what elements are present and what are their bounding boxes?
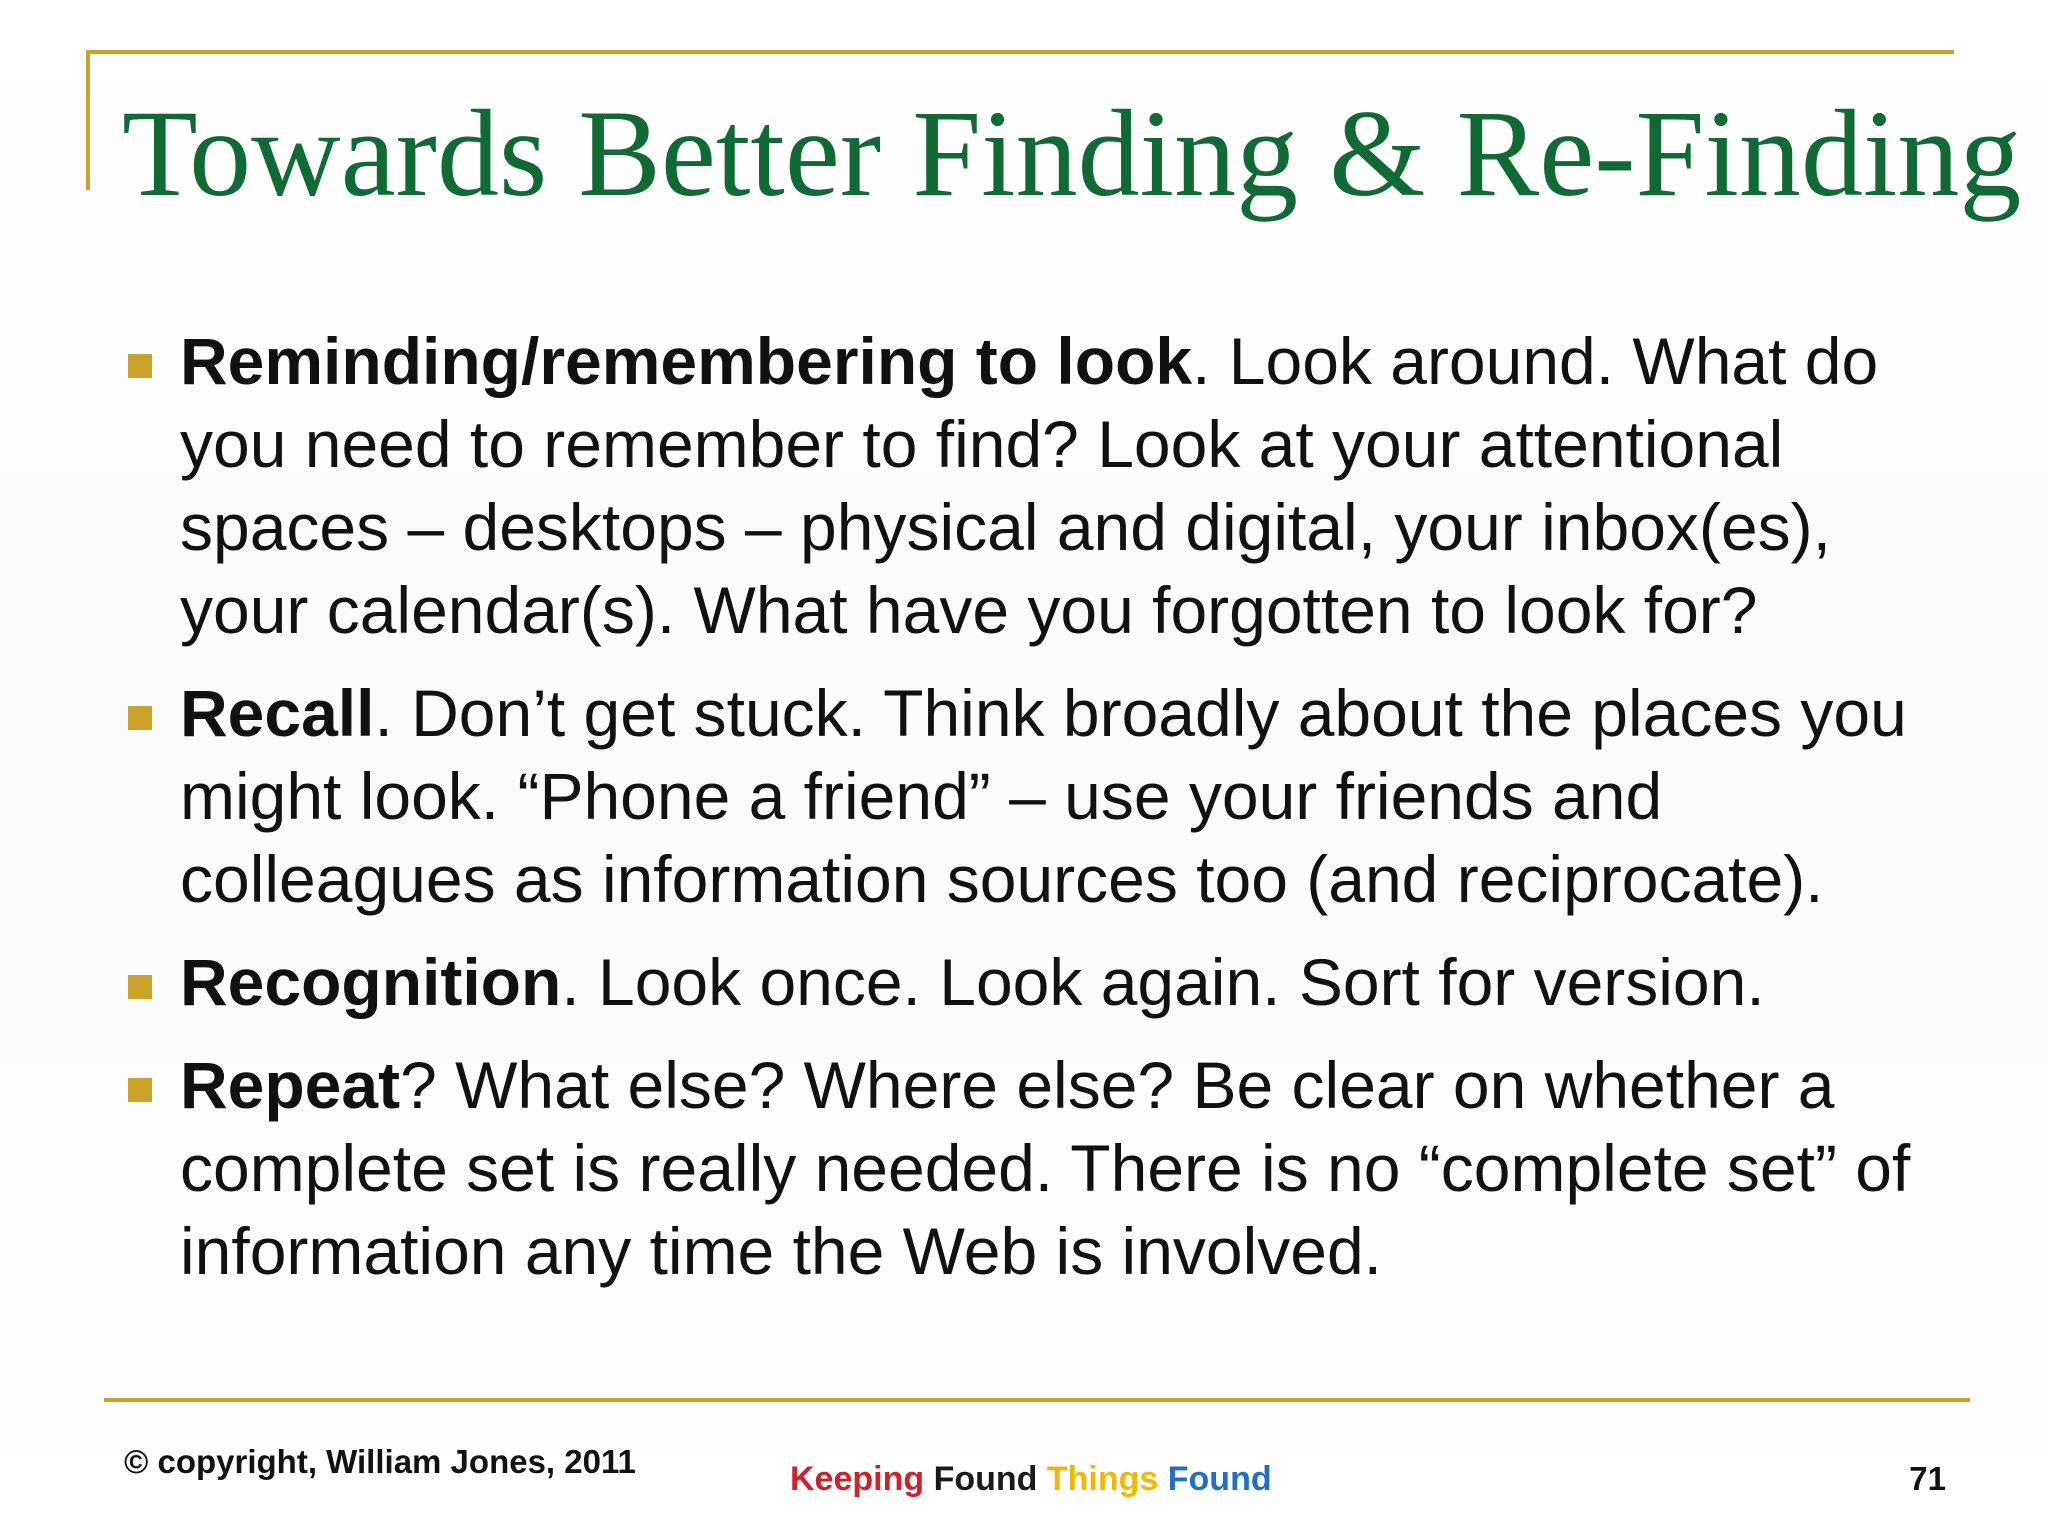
bullet-list — [124, 320, 1944, 1313]
footer-rule — [104, 1398, 1970, 1402]
brand-word-things: Things — [1046, 1460, 1159, 1498]
bullet-lead: Recognition — [180, 945, 562, 1019]
brand-word-found-2: Found — [1167, 1460, 1272, 1498]
bullet-item — [124, 320, 1944, 652]
title-top-rule — [86, 50, 1954, 54]
bullet-lead: Recall — [180, 676, 375, 750]
bullet-item — [124, 1044, 1944, 1293]
slide-title: Towards Better Finding & Re-Finding — [122, 85, 2022, 222]
bullet-text: . Don’t get stuck. Think broadly about the places you might look. “Phone a friend” – use your friends and colleagues as information sources too (and reciprocate). — [180, 676, 1907, 916]
bullet-lead: Repeat — [180, 1048, 401, 1122]
title-left-rule — [86, 50, 90, 190]
square-bullet-icon — [128, 1078, 152, 1102]
page-number: 71 — [1909, 1460, 1946, 1497]
brand-word-found: Found — [933, 1460, 1038, 1498]
bullet-item — [124, 941, 1944, 1024]
bullet-text: ? What else? Where else? Be clear on whether a complete set is really needed. There is no “complete set” of information any time the Web is involved. — [180, 1048, 1911, 1288]
square-bullet-icon — [128, 706, 152, 730]
bullet-lead: Reminding/remembering to look — [180, 324, 1193, 398]
bullet-item — [124, 672, 1944, 921]
copyright-notice: © copyright, William Jones, 2011 — [124, 1443, 636, 1480]
brand-tagline — [790, 1460, 1272, 1499]
bullet-text: . Look around. What do you need to remember to find? Look at your attentional spaces – desktops – physical and digital, your inbox(es), your calendar(s). What have you forgotten to look for? — [180, 324, 1879, 647]
square-bullet-icon — [128, 354, 152, 378]
square-bullet-icon — [128, 975, 152, 999]
brand-word-keeping: Keeping — [790, 1460, 925, 1498]
bullet-text: . Look once. Look again. Sort for version. — [561, 945, 1765, 1019]
